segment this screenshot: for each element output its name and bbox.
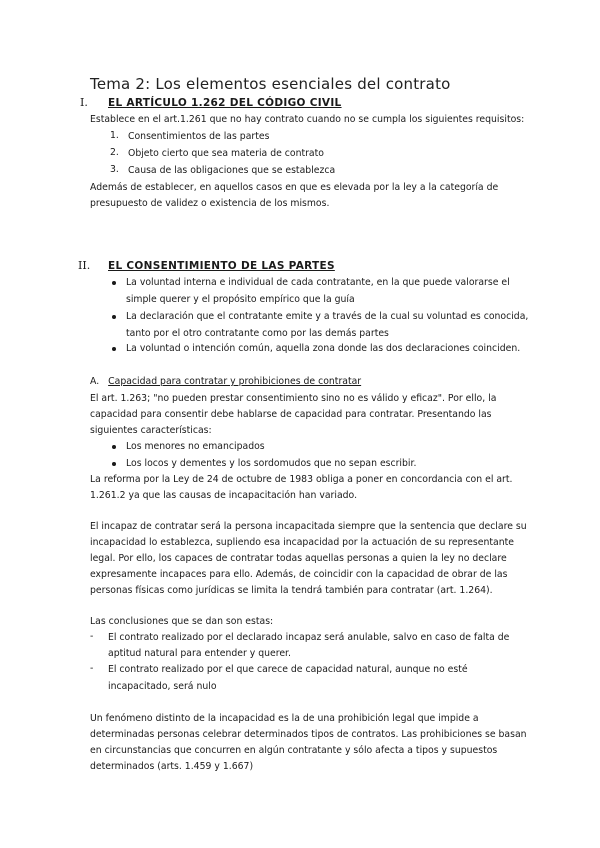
subsection-a-heading (90, 376, 361, 387)
bullet-line: La voluntad interna e individual de cada contratante, en la que puede valorarse el (126, 277, 510, 288)
dash-line: aptitud natural para entender y querer. (108, 648, 291, 659)
bullet-icon (112, 462, 116, 466)
paragraph-line: incapacidad lo establezca, supliendo esa incapacidad por la actuación de su representante (90, 537, 514, 548)
section-2-number: II. (78, 259, 91, 272)
bullet-line: simple querer y el propósito empírico que la guía (126, 294, 355, 305)
bullet-icon (112, 281, 116, 285)
paragraph-line: 1.261.2 ya que las causas de incapacitación han variado. (90, 490, 358, 501)
dash-line: incapacitado, será nulo (108, 681, 217, 692)
list-item-number: 3. (110, 164, 119, 175)
paragraph-line: Además de establecer, en aquellos casos en que es elevada por la ley a la categoría de (90, 182, 499, 193)
section-1-heading: EL ARTÍCULO 1.262 DEL CÓDIGO CIVIL (108, 97, 342, 109)
list-item-number: 1. (110, 130, 119, 141)
page-title: Tema 2: Los elementos esenciales del contrato (90, 75, 451, 93)
paragraph-line: siguientes características: (90, 425, 212, 436)
dash-line: El contrato realizado por el que carece de capacidad natural, aunque no esté (108, 664, 468, 675)
dash-marker: - (90, 631, 94, 642)
paragraph-line: Un fenómeno distinto de la incapacidad es la de una prohibición legal que impide a (90, 713, 479, 724)
subsection-a-letter: A. (90, 376, 100, 387)
list-item: Objeto cierto que sea materia de contrato (128, 148, 324, 159)
bullet-line: La declaración que el contratante emite y a través de la cual su voluntad es conocida, (126, 311, 529, 322)
section-1-number: I. (80, 96, 88, 109)
subsection-a-title: Capacidad para contratar y prohibiciones de contratar (108, 376, 362, 387)
bullet-line: tanto por el otro contratante como por las demás partes (126, 328, 389, 339)
paragraph-line: expresamente incapaces para ello. Además, de coincidir con la capacidad de obrar de las (90, 569, 508, 580)
paragraph-line: El incapaz de contratar será la persona incapacitada siempre que la sentencia que declare su (90, 521, 527, 532)
bullet-line: Los locos y dementes y los sordomudos que no sepan escribir. (126, 458, 417, 469)
paragraph-line: personas físicas como jurídicas se limita la tendrá también para contratar (art. 1.264). (90, 585, 493, 596)
list-item-number: 2. (110, 147, 119, 158)
section-1-intro: Establece en el art.1.261 que no hay contrato cuando no se cumpla los siguientes requisitos: (90, 114, 525, 125)
dash-marker: - (90, 663, 94, 674)
list-item: Consentimientos de las partes (128, 131, 270, 142)
paragraph-line: en circunstancias que concurren en algún contratante y sólo afecta a tipos y supuestos (90, 745, 498, 756)
paragraph-line: El art. 1.263; "no pueden prestar consentimiento sino no es válido y eficaz". Por ello, la (90, 393, 497, 404)
conclusions-intro: Las conclusiones que se dan son estas: (90, 616, 274, 627)
bullet-line: Los menores no emancipados (126, 441, 265, 452)
bullet-line: La voluntad o intención común, aquella zona donde las dos declaraciones coinciden. (126, 343, 521, 354)
list-item: Causa de las obligaciones que se establezca (128, 165, 336, 176)
paragraph-line: legal. Por ello, los capaces de contratar todas aquellas personas a quien la ley no declare (90, 553, 507, 564)
paragraph-line: determinadas personas celebrar determinados tipos de contratos. Las prohibiciones se basan (90, 729, 527, 740)
paragraph-line: capacidad para consentir debe hablarse de capacidad para contratar. Presentando las (90, 409, 492, 420)
paragraph-line: determinados (arts. 1.459 y 1.667) (90, 761, 254, 772)
bullet-icon (112, 315, 116, 319)
bullet-icon (112, 347, 116, 351)
bullet-icon (112, 445, 116, 449)
paragraph-line: La reforma por la Ley de 24 de octubre de 1983 obliga a poner en concordancia con el art. (90, 474, 513, 485)
dash-line: El contrato realizado por el declarado incapaz será anulable, salvo en caso de falta de (108, 632, 510, 643)
section-2-heading: EL CONSENTIMIENTO DE LAS PARTES (108, 260, 335, 272)
paragraph-line: presupuesto de validez o existencia de los mismos. (90, 198, 330, 209)
